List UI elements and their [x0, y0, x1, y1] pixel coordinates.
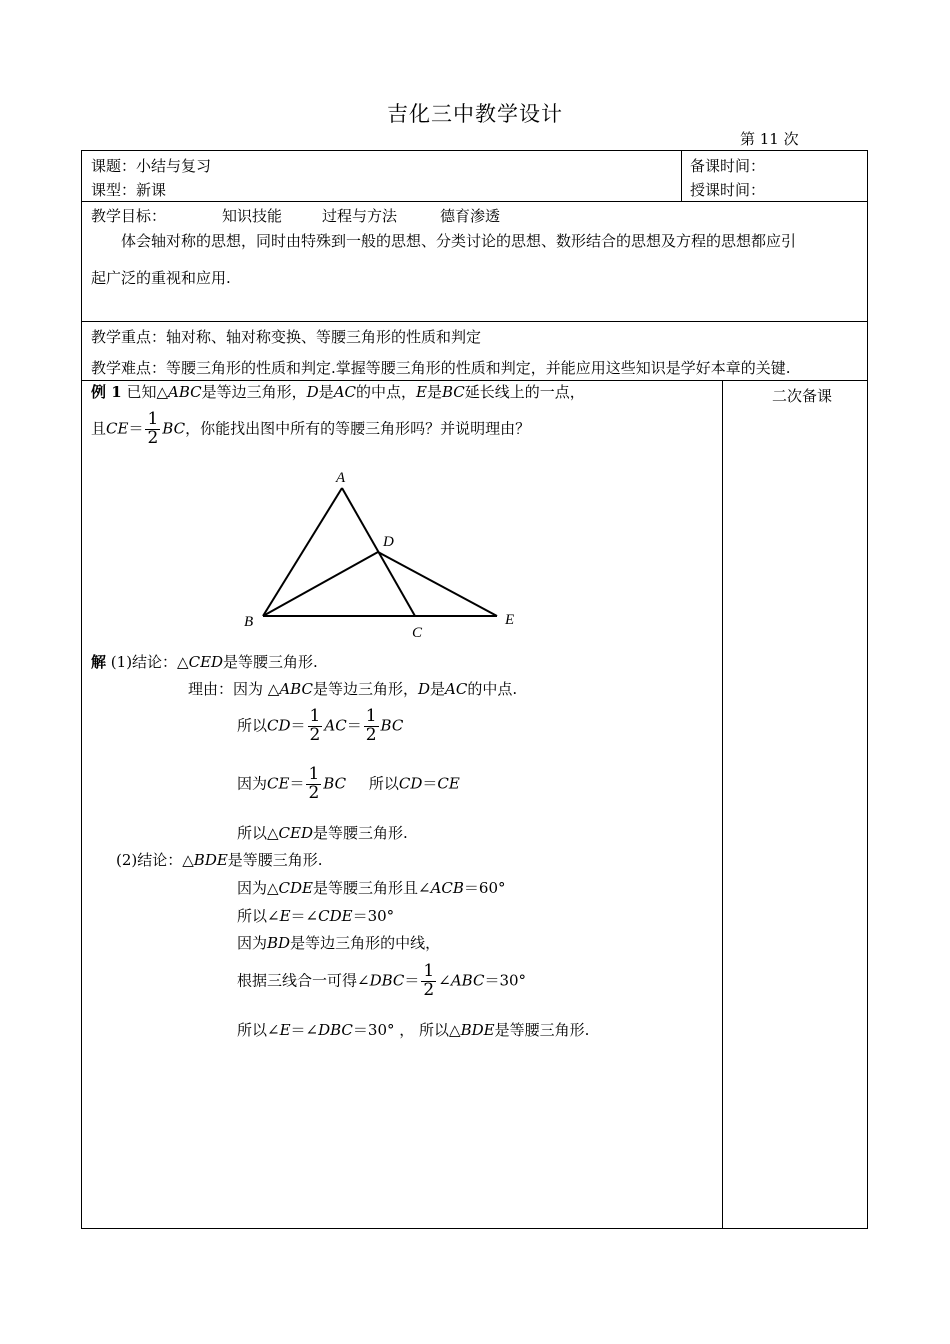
- goals-label: 教学目标：: [91, 207, 167, 225]
- goal-category-process: 过程与方法: [322, 207, 398, 225]
- second-prep-header: 二次备课: [772, 387, 833, 405]
- lesson-number: 第 11 次: [740, 130, 799, 148]
- solution-part2-conclusion: (2)结论：△BDE是等腰三角形.: [116, 851, 323, 869]
- example-label: 例 1: [91, 383, 122, 401]
- type-cell: 课型：新课: [91, 181, 167, 199]
- solution-reason-line: 理由：因为 △ABC是等边三角形，D是AC的中点.: [188, 680, 518, 698]
- solution-step-acb: 因为△CDE是等腰三角形且∠ACB＝60°: [237, 879, 506, 897]
- vertex-label-e: E: [505, 612, 515, 628]
- fraction-half: $\frac{1}{2}$: [423, 961, 435, 1000]
- solution-part1-conclusion: 解 (1)结论：△CED是等腰三角形.: [91, 653, 318, 671]
- solution-label: 解: [91, 653, 107, 671]
- solution-ce-equation: 因为CE＝ $\frac{1}{2}$ BC 所以CD＝CE: [237, 764, 460, 803]
- triangle-figure: [232, 466, 532, 646]
- topic-cell: 课题：小结与复习: [91, 157, 212, 175]
- segment-ab: [263, 488, 342, 616]
- solution-part1-end: 所以△CED是等腰三角形.: [237, 824, 408, 842]
- solution-step-angle-e: 所以∠E＝∠CDE＝30°: [237, 907, 395, 925]
- vertex-label-a: A: [336, 470, 346, 486]
- fraction-half: $\frac{1}{2}$: [308, 764, 320, 803]
- goals-text-line1: 体会轴对称的思想，同时由特殊到一般的思想、分类讨论的思想、数形结合的思想及方程的思想都应引: [121, 232, 797, 250]
- goals-text-line2: 起广泛的重视和应用.: [91, 269, 231, 287]
- key-points: 教学重点：轴对称、轴对称变换、等腰三角形的性质和判定: [91, 328, 482, 346]
- solution-step-dbc: 根据三线合一可得∠DBC＝ $\frac{1}{2}$ ∠ABC＝30°: [237, 961, 527, 1000]
- example-line2: 且CE＝ $\frac{1}{2}$ BC，你能找出图中所有的等腰三角形吗？并说明理由？: [91, 409, 531, 448]
- column-divider: [681, 151, 682, 201]
- segment-bd: [263, 552, 378, 616]
- solution-part2-end: 所以∠E＝∠DBC＝30° ， 所以△BDE是等腰三角形.: [237, 1021, 590, 1039]
- solution-cd-equation: 所以CD＝ $\frac{1}{2}$ AC＝ $\frac{1}{2}$ BC: [237, 706, 404, 745]
- vertex-label-c: C: [412, 625, 423, 641]
- solution-step-median: 因为BD是等边三角形的中线，: [237, 934, 441, 952]
- difficulties: 教学难点：等腰三角形的性质和判定.掌握等腰三角形的性质和判定，并能应用这些知识是学好本章的关键.: [91, 359, 791, 377]
- page-title: 吉化三中教学设计: [387, 102, 563, 126]
- goal-category-moral: 德育渗透: [440, 207, 501, 225]
- vertex-label-b: B: [244, 614, 254, 630]
- vertex-label-d: D: [383, 534, 394, 550]
- row-divider: [82, 321, 867, 322]
- prep-time-cell: 备课时间：: [690, 157, 766, 175]
- example-line1: 例 1 已知△ABC是等边三角形，D是AC的中点，E是BC延长线上的一点，: [91, 383, 585, 401]
- lesson-plan-table: [81, 150, 868, 1229]
- teach-time-cell: 授课时间：: [690, 181, 766, 199]
- fraction-half: $\frac{1}{2}$: [365, 706, 377, 745]
- fraction-half: $\frac{1}{2}$: [309, 706, 321, 745]
- row-divider: [82, 201, 867, 202]
- fraction-half: $\frac{1}{2}$: [147, 409, 159, 448]
- column-divider: [722, 380, 723, 1228]
- goal-category-knowledge: 知识技能: [222, 207, 283, 225]
